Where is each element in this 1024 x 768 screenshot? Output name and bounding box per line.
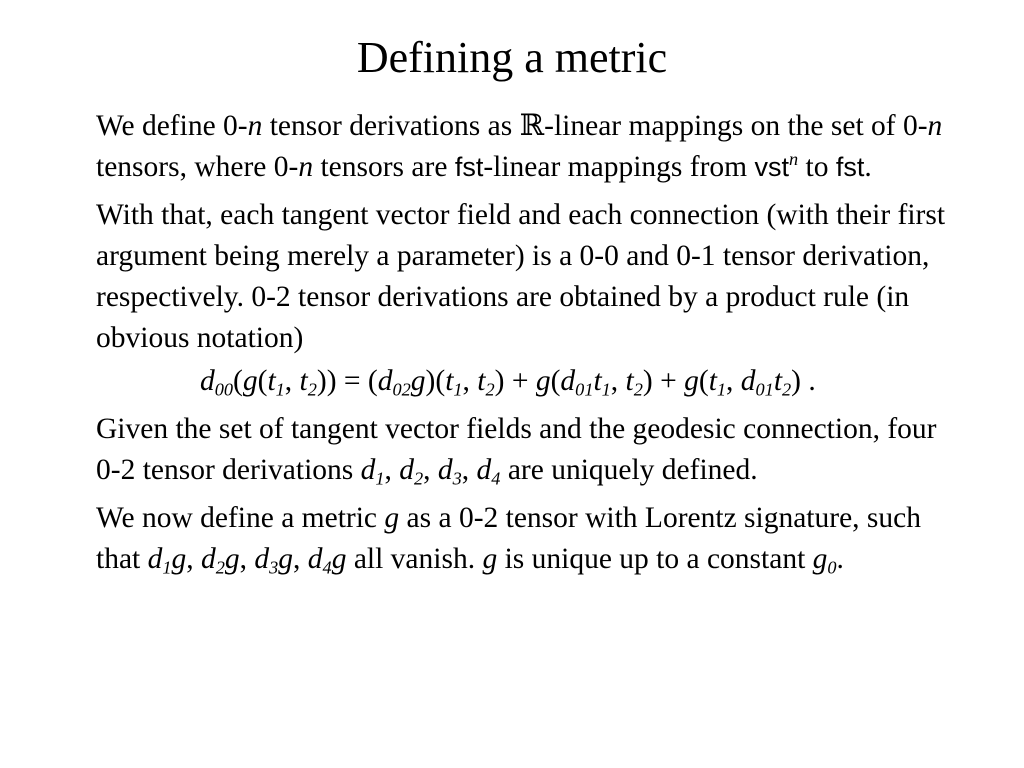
paragraph-four-derivations: Given the set of tangent vector fields and the geodesic connection, four 0-2 tensor derivations $d_1$, $d_2$, $d_3$, $d_4$ are uniquely defined.: [96, 413, 937, 489]
slide-title: Defining a metric: [356, 33, 668, 82]
paragraph-metric-definition: We now define a metric g as a 0-2 tensor with Lorentz signature, such that $d_1g$, $d_2g$, $d_3g$, $d_4g$ all vanish. g is unique up to a constant $g_0$.: [96, 502, 921, 578]
slide-body: [96, 106, 946, 580]
product-rule-equation: $d_{00}(g(t_1$, $t_2)) = (d_{02}g)(t_1$, $t_2) + g(d_{01}t_1$, $t_2) + g(t_1$, $d_{01}t_2$) .: [200, 365, 816, 400]
paragraph-tensor-derivations: We define 0-n tensor derivations as ℝ-linear mappings on the set of 0-n tensors, where 0-n tensors are fst-linear mappings from vst$^n$ to fst.: [96, 110, 943, 183]
paragraph-product-rule: With that, each tangent vector field and each connection (with their first argument being merely a parameter) is a 0-0 and 0-1 tensor derivation, respectively. 0-2 tensor derivations are obtained by a product rule (in obvious notation): [96, 199, 946, 354]
